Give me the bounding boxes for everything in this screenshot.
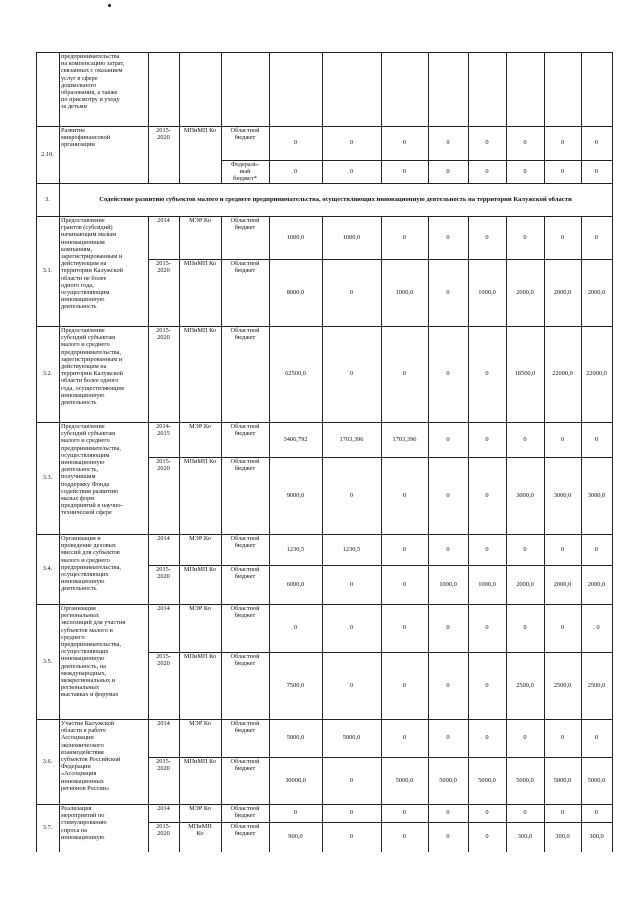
value-cell: . 0 xyxy=(593,624,600,632)
value-cell: 18500,0 xyxy=(514,370,536,378)
value-cell: 2000,0 xyxy=(587,580,606,588)
table-rule xyxy=(221,52,222,183)
source-cell: Областной бюджет xyxy=(230,327,260,342)
table-rule xyxy=(544,52,545,183)
table-rule xyxy=(221,216,222,852)
table-rule xyxy=(269,52,270,183)
row-number: 3.7. xyxy=(42,824,53,832)
value-cell: 0 xyxy=(560,624,565,632)
value-cell: 0 xyxy=(560,809,565,817)
value-cell: 3406,792 xyxy=(283,435,308,443)
row-name: Организация региональных экспозиций для участия субъектов малого и среднего предпринимательства, осуществляющих инновационную деятельность, на международных, межрегиональных и региональных выставках и форумах xyxy=(61,605,126,699)
period-cell: 2015- 2020 xyxy=(156,327,171,342)
value-cell: 5000,0 xyxy=(342,734,361,742)
table-rule xyxy=(36,52,37,852)
source-cell: Областной бюджет xyxy=(230,653,260,668)
value-cell: 0 xyxy=(594,435,599,443)
value-cell: 0 xyxy=(523,624,527,632)
table-rule xyxy=(581,52,582,183)
table-rule xyxy=(179,52,180,183)
table-rule xyxy=(468,216,469,852)
value-cell: 0 xyxy=(594,233,599,241)
value-cell: 0 xyxy=(293,167,298,175)
row-number: 2.10. xyxy=(41,150,54,158)
value-cell: 5000,0 xyxy=(286,734,305,742)
value-cell: 0 xyxy=(485,491,489,499)
value-cell: 0 xyxy=(402,491,407,499)
value-cell: 0 xyxy=(349,288,354,296)
value-cell: 0 xyxy=(523,139,527,147)
table-rule xyxy=(221,160,612,161)
section-title: Содействие развитию субъектов малого и среднего предпринимательства, осуществляющих инновационную деятельность на территории Калужской области xyxy=(99,195,572,203)
source-cell: Областной бюджет xyxy=(230,566,260,581)
value-cell: 9000,0 xyxy=(286,491,305,499)
row-number: 3.3. xyxy=(42,474,53,482)
value-cell: 5000,0 xyxy=(439,776,457,784)
period-cell: 2014 xyxy=(157,535,170,542)
value-cell: 0 xyxy=(446,681,450,689)
table-rule xyxy=(612,52,613,852)
scan-speck xyxy=(108,4,111,7)
value-cell: 0 xyxy=(485,624,489,632)
table-rule xyxy=(322,52,323,183)
source-cell: Областной бюджет xyxy=(230,260,260,275)
table-rule xyxy=(148,52,149,183)
period-cell: 2014 xyxy=(157,217,170,224)
period-cell: 2015- 2020 xyxy=(156,653,171,668)
value-cell: 1000,0 xyxy=(342,233,361,241)
value-cell: 1000,0 xyxy=(439,580,457,588)
value-cell: 0 xyxy=(594,734,599,742)
value-cell: 0 xyxy=(402,545,407,553)
value-cell: 0 xyxy=(485,167,489,175)
value-cell: 0 xyxy=(349,809,354,817)
value-cell: 0 xyxy=(446,139,450,147)
value-cell: 1230,5 xyxy=(286,545,305,553)
value-cell: 1703,396 xyxy=(392,435,417,443)
row-number: 3.1. xyxy=(42,267,53,275)
value-cell: 0 xyxy=(485,545,489,553)
value-cell: 0 xyxy=(349,580,354,588)
row-name: Участие Калужской области в работе Ассоциации экономического взаимодействия субъектов Российской Федерации «Ассоциация инновационных регионов России» xyxy=(61,720,121,792)
source-cell: Областной бюджет xyxy=(230,458,260,473)
value-cell: 0 xyxy=(446,167,450,175)
value-cell: 30000,0 xyxy=(285,776,306,784)
source-cell: Областной бюджет xyxy=(230,423,260,438)
value-cell: 0 xyxy=(523,167,527,175)
row-number: 3.5. xyxy=(42,657,53,665)
period-cell: 2014 xyxy=(157,720,170,727)
source-cell: Областной бюджет xyxy=(230,605,260,620)
value-cell: 2000,0 xyxy=(516,288,534,296)
value-cell: 3000,0 xyxy=(587,491,606,499)
value-cell: 0 xyxy=(402,580,407,588)
value-cell: 1703,396 xyxy=(339,435,364,443)
value-cell: 0 xyxy=(293,809,298,817)
source-cell: Областной бюджет xyxy=(230,805,260,820)
value-cell: 1000,0 xyxy=(478,580,496,588)
row-number: 3.4. xyxy=(42,565,53,573)
value-cell: 1000,0 xyxy=(286,233,305,241)
table-rule xyxy=(581,216,582,852)
table-rule xyxy=(381,216,382,852)
value-cell: 0 xyxy=(485,370,489,378)
period-cell: 2015- 2020 xyxy=(156,458,171,473)
executor-cell: МПиМП Ко xyxy=(183,653,217,660)
executor-cell: МПиМП Ко xyxy=(188,823,212,838)
table-rule xyxy=(506,52,507,183)
row-name: Предоставление субсидий субъектам малого и среднего предпринимательства, осуществляющим инновационную деятельность, получившим поддержку Фонда содействия развитию малых форм предприятий в научно- технической сфере xyxy=(61,423,123,517)
value-cell: 0 xyxy=(560,139,565,147)
value-cell: 1230,5 xyxy=(342,545,361,553)
value-cell: 900,0 xyxy=(288,833,303,841)
value-cell: 0 xyxy=(523,734,527,742)
value-cell: 2500,0 xyxy=(587,681,606,689)
value-cell: 300,0 xyxy=(517,833,533,841)
value-cell: 3000,0 xyxy=(516,491,534,499)
value-cell: 0 xyxy=(560,734,565,742)
value-cell: 2000,0 xyxy=(587,288,606,296)
value-cell: 3000,0 xyxy=(553,491,572,499)
period-cell: 2015- 2020 xyxy=(156,127,171,142)
period-cell: 2015- 2020 xyxy=(156,758,171,773)
value-cell: 5000,0 xyxy=(553,776,572,784)
value-cell: 0 xyxy=(402,167,407,175)
value-cell: 0 xyxy=(446,370,450,378)
value-cell: 0 xyxy=(402,681,407,689)
executor-cell: МПиМП Ко xyxy=(183,327,217,334)
value-cell: 0 xyxy=(349,139,354,147)
value-cell: 2500,0 xyxy=(516,681,534,689)
row-name: Предоставление грантов (субсидий) начинающим малым инновационным компаниям, зарегистрированным и действующим на территории Калужской области не более одного года, осуществляющим инновационную деятельность xyxy=(61,217,123,311)
table-rule xyxy=(36,52,612,53)
value-cell: 0 xyxy=(446,545,450,553)
value-cell: 0 xyxy=(402,734,407,742)
executor-cell: МПиМП Ко xyxy=(183,260,217,267)
value-cell: 0 xyxy=(446,233,450,241)
value-cell: 0 xyxy=(349,491,354,499)
row-number: 3.2. xyxy=(42,370,53,378)
value-cell: 0 xyxy=(349,833,354,841)
period-cell: 2015- 2020 xyxy=(156,260,171,275)
value-cell: 0 xyxy=(446,624,450,632)
period-cell: 2014 xyxy=(157,605,170,612)
value-cell: 0 xyxy=(485,734,489,742)
value-cell: 0 xyxy=(349,167,354,175)
value-cell: 0 xyxy=(560,233,565,241)
executor-cell: МПиМП Ко xyxy=(183,127,217,134)
source-cell: Областной бюджет xyxy=(230,127,260,142)
row-number: 3.6. xyxy=(42,757,53,765)
value-cell: 8000,0 xyxy=(286,288,305,296)
value-cell: 300,0 xyxy=(555,833,570,841)
value-cell: 6000,0 xyxy=(286,580,305,588)
value-cell: 300,0 xyxy=(589,833,604,841)
period-cell: 2014- 2015 xyxy=(156,423,171,438)
source-cell: Областной бюджет xyxy=(230,823,260,838)
value-cell: 0 xyxy=(446,833,450,841)
value-cell: 0 xyxy=(446,809,450,817)
value-cell: 0 xyxy=(523,233,527,241)
table-rule xyxy=(381,52,382,183)
source-cell: Областной бюджет xyxy=(230,217,260,232)
value-cell: 0 xyxy=(349,776,354,784)
value-cell: 0 xyxy=(293,624,298,632)
executor-cell: МПиМП Ко xyxy=(183,458,217,465)
table-rule xyxy=(148,216,149,852)
value-cell: 0 xyxy=(594,167,599,175)
value-cell: 0 xyxy=(485,233,489,241)
value-cell: 5000,0 xyxy=(478,776,496,784)
value-cell: 0 xyxy=(349,681,354,689)
value-cell: 0 xyxy=(402,139,407,147)
executor-cell: МЭР Ко xyxy=(189,805,211,812)
table-rule xyxy=(179,216,180,852)
executor-cell: МПиМП Ко xyxy=(183,566,217,573)
value-cell: 2500,0 xyxy=(553,681,572,689)
table-rule xyxy=(322,216,323,852)
value-cell: 5000,0 xyxy=(587,776,606,784)
period-cell: 2015- 2020 xyxy=(156,823,171,838)
value-cell: 0 xyxy=(293,139,298,147)
value-cell: 0 xyxy=(446,288,450,296)
value-cell: 0 xyxy=(594,809,599,817)
table-rule xyxy=(428,52,429,183)
value-cell: 0 xyxy=(485,435,489,443)
value-cell: 62500,0 xyxy=(285,370,306,378)
period-cell: 2015- 2020 xyxy=(156,566,171,581)
executor-cell: МЭР Ко xyxy=(189,535,211,542)
value-cell: 0 xyxy=(402,624,407,632)
value-cell: 5000,0 xyxy=(516,776,534,784)
executor-cell: МЭР Ко xyxy=(189,605,211,612)
value-cell: 0 xyxy=(402,233,407,241)
value-cell: 0 xyxy=(523,435,527,443)
value-cell: 0 xyxy=(402,370,407,378)
cell-description: предпринимательства на компенсацию затрат, связанных с оказанием услуг в сфере дошкольного образования, а также по присмотру и уходу за детьми xyxy=(61,53,125,111)
value-cell: 2000,0 xyxy=(516,580,534,588)
table-rule xyxy=(468,52,469,183)
period-cell: 2014 xyxy=(157,805,170,812)
table-rule xyxy=(506,216,507,852)
value-cell: 0 xyxy=(349,370,354,378)
value-cell: 22000,0 xyxy=(552,370,573,378)
value-cell: 0 xyxy=(485,809,489,817)
executor-cell: МЭР Ко xyxy=(189,423,211,430)
value-cell: 2000,0 xyxy=(553,580,572,588)
source-cell: Федераль- ный бюджет* xyxy=(231,161,259,183)
value-cell: 0 xyxy=(485,139,489,147)
value-cell: 0 xyxy=(560,435,565,443)
table-rule xyxy=(269,216,270,852)
row-name: Развитие микрофинансовой организации xyxy=(61,127,111,149)
executor-cell: МЭР Ко xyxy=(189,217,211,224)
value-cell: 0 xyxy=(446,734,450,742)
value-cell: 1000,0 xyxy=(395,288,414,296)
value-cell: 0 xyxy=(402,809,407,817)
value-cell: 22000,0 xyxy=(586,370,607,378)
value-cell: 0 xyxy=(402,833,407,841)
source-cell: Областной бюджет xyxy=(230,720,260,735)
value-cell: 0 xyxy=(523,809,527,817)
value-cell: 0 xyxy=(594,545,599,553)
value-cell: 0 xyxy=(446,491,450,499)
section-number: 3. xyxy=(45,195,50,203)
table-rule xyxy=(544,216,545,852)
table-rule xyxy=(428,216,429,852)
value-cell: 0 xyxy=(560,545,565,553)
row-name: Реализация мероприятий по стимулированию спроса на инновационную xyxy=(61,805,107,841)
value-cell: 0 xyxy=(485,833,489,841)
executor-cell: МПиМП Ко xyxy=(183,758,217,765)
row-name: Организация и проведение деловых миссий для субъектов малого и среднего предпринимательства, осуществляющих инновационную деятельность xyxy=(61,535,122,593)
row-name: Предоставление субсидий субъектам малого и среднего предпринимательства, зарегистрированным и действующим на территории Калужской области более одного года, осуществляющим инновационную деятельность xyxy=(61,327,124,407)
value-cell: 0 xyxy=(523,545,527,553)
value-cell: 0 xyxy=(349,624,354,632)
budget-table xyxy=(36,52,612,852)
value-cell: 1000,0 xyxy=(478,288,496,296)
table-rule xyxy=(59,52,60,852)
source-cell: Областной бюджет xyxy=(230,535,260,550)
value-cell: 2000,0 xyxy=(553,288,572,296)
value-cell: 0 xyxy=(594,139,599,147)
value-cell: 0 xyxy=(560,167,565,175)
value-cell: 7500,0 xyxy=(286,681,305,689)
value-cell: 0 xyxy=(446,435,450,443)
value-cell: 5000,0 xyxy=(395,776,414,784)
value-cell: 0 xyxy=(485,681,489,689)
source-cell: Областной бюджет xyxy=(230,758,260,773)
executor-cell: МЭР Ко xyxy=(189,720,211,727)
